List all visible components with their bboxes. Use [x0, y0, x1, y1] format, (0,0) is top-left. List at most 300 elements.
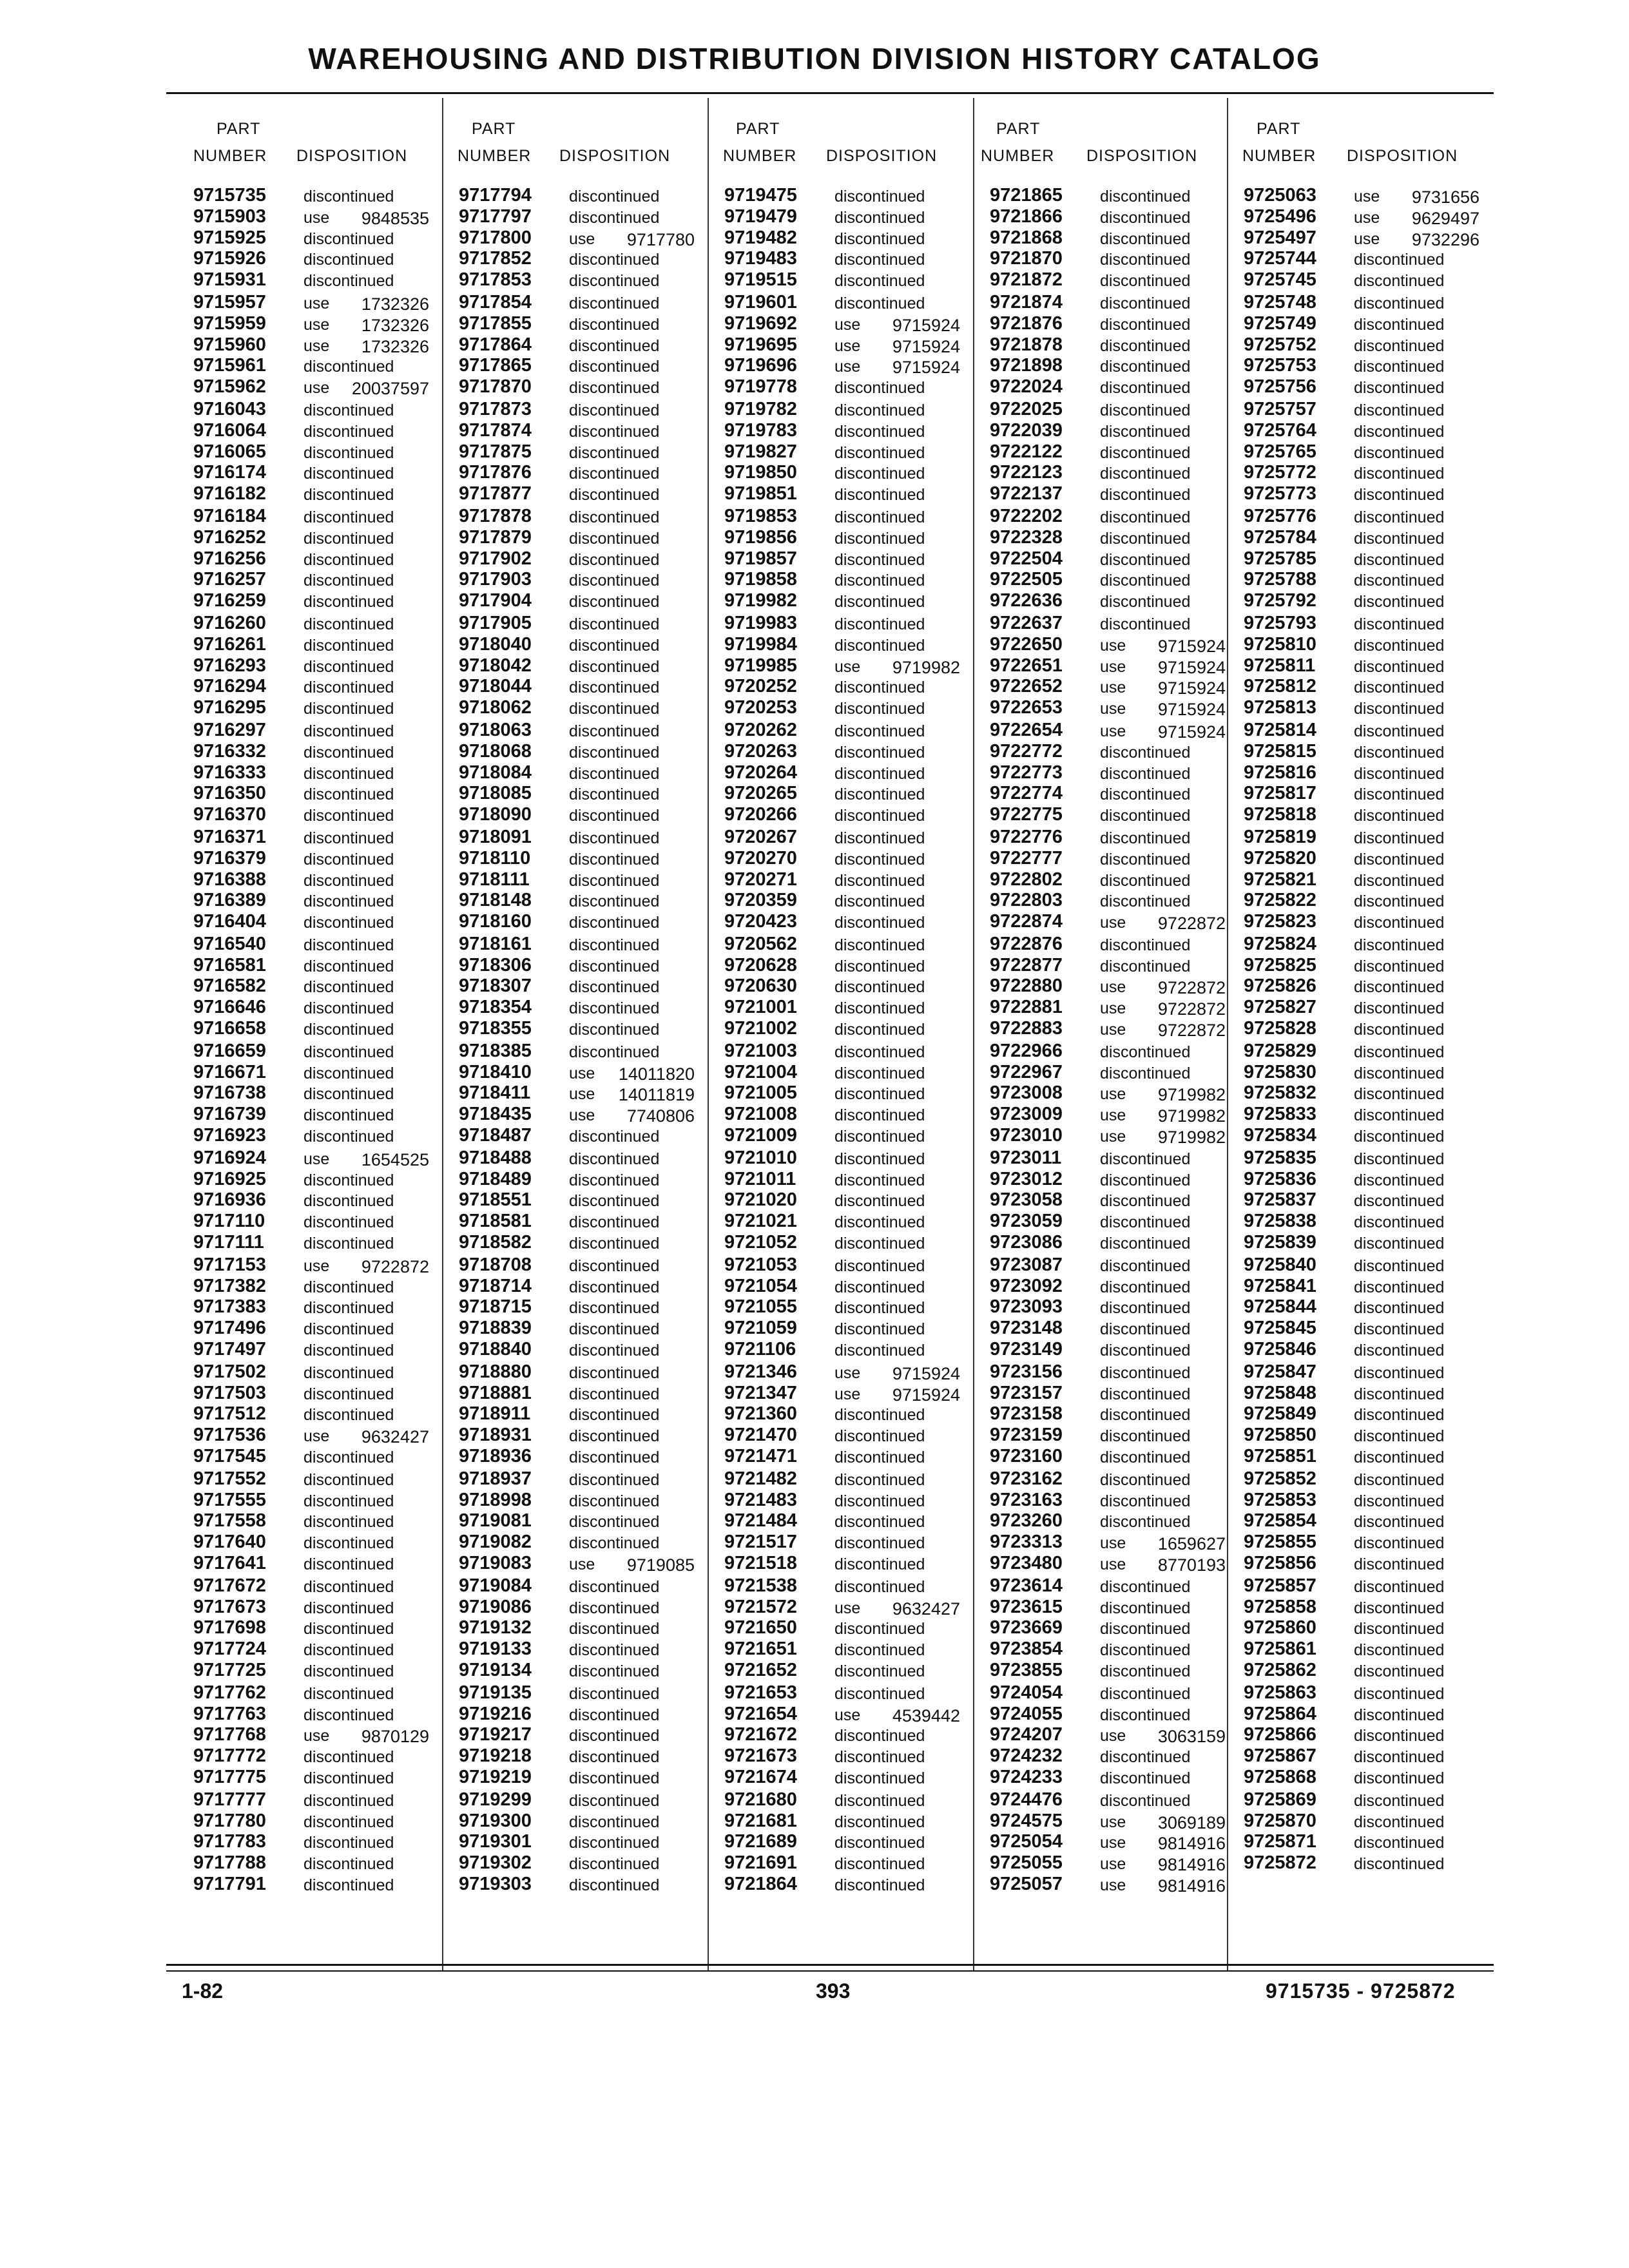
- disposition: discontinued: [1354, 1427, 1445, 1446]
- disposition-label: DISPOSITION: [559, 147, 671, 165]
- part-number: 9717864: [459, 334, 532, 355]
- disposition: [1100, 1106, 1226, 1125]
- disposition: discontinued: [834, 593, 925, 611]
- disposition: discontinued: [1354, 1791, 1445, 1810]
- disposition: discontinued: [1354, 1727, 1445, 1745]
- disposition: discontinued: [304, 1855, 394, 1874]
- disposition: discontinued: [1354, 1385, 1445, 1403]
- disposition: discontinued: [569, 379, 660, 398]
- part-number: 9720265: [724, 783, 797, 804]
- part-number: 9723009: [990, 1104, 1063, 1125]
- part-number: 9722504: [990, 548, 1063, 569]
- disposition: discontinued: [304, 1064, 394, 1082]
- part-number: 9725862: [1244, 1659, 1316, 1680]
- replacement-part: 14011819: [618, 1085, 695, 1105]
- disposition: discontinued: [304, 187, 394, 206]
- disposition: discontinued: [569, 1427, 660, 1446]
- disposition: discontinued: [569, 1341, 660, 1360]
- disposition: discontinued: [1354, 914, 1445, 932]
- disposition: discontinued: [304, 1555, 394, 1573]
- disposition: discontinued: [1354, 892, 1445, 911]
- part-number: 9716261: [193, 633, 266, 655]
- part-number: 9719084: [459, 1575, 532, 1596]
- disposition: discontinued: [1100, 1192, 1191, 1211]
- part-number: 9721053: [724, 1254, 797, 1275]
- part-number: 9725836: [1244, 1168, 1316, 1189]
- disposition: discontinued: [834, 379, 925, 398]
- disposition: discontinued: [569, 636, 660, 655]
- disposition: discontinued: [1100, 850, 1191, 869]
- part-label: PART: [472, 120, 516, 138]
- part-number: 9722654: [990, 719, 1063, 740]
- part-number: 9723157: [990, 1382, 1063, 1403]
- disposition: [304, 294, 429, 313]
- part-number: 9716065: [193, 441, 266, 462]
- disposition: [834, 358, 960, 376]
- disposition: discontinued: [834, 272, 925, 291]
- part-number: 9725851: [1244, 1446, 1316, 1467]
- part-number: 9718090: [459, 804, 532, 825]
- disposition: discontinued: [569, 1256, 660, 1275]
- disposition: discontinued: [304, 529, 394, 548]
- disposition-label: DISPOSITION: [296, 147, 408, 165]
- disposition: discontinued: [1354, 1128, 1445, 1146]
- use-label: use: [304, 1149, 330, 1168]
- disposition: discontinued: [304, 1341, 394, 1360]
- disposition: [1100, 1813, 1226, 1832]
- part-number: 9717852: [459, 248, 532, 269]
- disposition: discontinued: [1354, 251, 1445, 269]
- part-number: 9725753: [1244, 355, 1316, 376]
- part-number: 9718840: [459, 1339, 532, 1360]
- disposition: discontinued: [1354, 807, 1445, 825]
- use-label: use: [569, 229, 595, 248]
- part-number: 9719982: [724, 590, 797, 611]
- use-label: use: [834, 1363, 861, 1382]
- disposition: discontinued: [1354, 1620, 1445, 1639]
- part-number: 9725853: [1244, 1489, 1316, 1510]
- disposition: [1354, 187, 1480, 206]
- part-number: 9725057: [990, 1873, 1063, 1894]
- part-number: 9722777: [990, 847, 1063, 869]
- disposition: discontinued: [304, 1043, 394, 1061]
- disposition: discontinued: [1354, 1599, 1445, 1617]
- disposition: [1100, 1876, 1226, 1895]
- part-number: 9723093: [990, 1296, 1063, 1318]
- disposition: [569, 230, 695, 249]
- disposition: discontinued: [1354, 1341, 1445, 1360]
- part-number: 9716581: [193, 954, 266, 975]
- number-label: NUMBER: [981, 147, 1055, 165]
- use-label: use: [304, 379, 330, 398]
- part-number: 9716659: [193, 1040, 266, 1061]
- part-number: 9718487: [459, 1125, 532, 1146]
- part-number: 9719081: [459, 1510, 532, 1532]
- part-number: 9721360: [724, 1403, 797, 1425]
- use-label: use: [1100, 1876, 1126, 1894]
- part-number: 9722966: [990, 1040, 1063, 1061]
- disposition: [834, 658, 960, 677]
- disposition: discontinued: [1354, 1149, 1445, 1168]
- disposition: [304, 379, 429, 398]
- disposition: discontinued: [569, 251, 660, 269]
- disposition: discontinued: [304, 1171, 394, 1189]
- part-number: 9725793: [1244, 612, 1316, 633]
- replacement-part: 9715924: [1157, 700, 1226, 720]
- part-number: 9719132: [459, 1617, 532, 1639]
- part-number: 9725838: [1244, 1211, 1316, 1232]
- disposition: discontinued: [1100, 1149, 1191, 1168]
- disposition: discontinued: [1354, 1662, 1445, 1680]
- part-number: 9720266: [724, 804, 797, 825]
- part-number: 9719086: [459, 1596, 532, 1617]
- disposition: discontinued: [1100, 208, 1191, 227]
- disposition: discontinued: [1100, 1256, 1191, 1275]
- part-number: 9719218: [459, 1745, 532, 1767]
- part-number: 9721674: [724, 1766, 797, 1787]
- disposition: discontinued: [1354, 1834, 1445, 1852]
- disposition: discontinued: [1354, 443, 1445, 462]
- part-number: 9725861: [1244, 1639, 1316, 1660]
- part-number: 9717783: [193, 1831, 266, 1852]
- disposition: discontinued: [569, 914, 660, 932]
- disposition: discontinued: [1354, 636, 1445, 655]
- part-number: 9716738: [193, 1082, 266, 1104]
- part-number: 9718110: [459, 847, 531, 869]
- part-number: 9718551: [459, 1189, 532, 1211]
- part-number: 9716739: [193, 1104, 266, 1125]
- disposition: discontinued: [569, 1855, 660, 1874]
- disposition: [834, 316, 960, 334]
- part-number: 9725784: [1244, 526, 1316, 548]
- replacement-part: 14011820: [618, 1064, 695, 1084]
- disposition: discontinued: [1354, 1555, 1445, 1573]
- disposition: discontinued: [1354, 700, 1445, 718]
- catalog-column-4: [973, 98, 1239, 1896]
- part-number: 9718998: [459, 1489, 532, 1510]
- disposition: discontinued: [834, 1278, 925, 1296]
- part-number: 9716924: [193, 1147, 266, 1168]
- part-number: 9725824: [1244, 933, 1316, 954]
- part-number: 9723615: [990, 1596, 1063, 1617]
- disposition: discontinued: [1354, 999, 1445, 1018]
- disposition: discontinued: [834, 508, 925, 526]
- disposition: discontinued: [304, 1748, 394, 1767]
- part-number: 9721898: [990, 355, 1063, 376]
- part-number: 9722876: [990, 933, 1063, 954]
- disposition: discontinued: [304, 1385, 394, 1403]
- disposition: discontinued: [834, 1448, 925, 1467]
- part-number: 9722025: [990, 398, 1063, 419]
- replacement-part: 8770193: [1157, 1555, 1226, 1575]
- disposition: discontinued: [569, 1791, 660, 1810]
- disposition: discontinued: [834, 829, 925, 847]
- part-number: 9721870: [990, 248, 1063, 269]
- disposition: discontinued: [834, 892, 925, 911]
- part-number: 9725848: [1244, 1382, 1316, 1403]
- part-number: 9718582: [459, 1232, 532, 1253]
- part-number: 9717877: [459, 483, 532, 505]
- disposition: discontinued: [569, 486, 660, 505]
- disposition: discontinued: [1354, 1855, 1445, 1874]
- part-number: 9720271: [724, 869, 797, 890]
- part-number: 9721106: [724, 1339, 796, 1360]
- disposition: discontinued: [1354, 1406, 1445, 1425]
- part-number: 9720263: [724, 740, 797, 762]
- use-label: use: [1100, 636, 1126, 655]
- part-number: 9715903: [193, 206, 266, 227]
- disposition: discontinued: [304, 978, 394, 997]
- replacement-part: 9715924: [1157, 636, 1226, 656]
- part-number: 9719219: [459, 1766, 532, 1787]
- part-number: 9725817: [1244, 783, 1316, 804]
- part-label: PART: [217, 120, 261, 138]
- disposition: discontinued: [304, 1620, 394, 1639]
- disposition: discontinued: [304, 1213, 394, 1232]
- part-number: 9725054: [990, 1831, 1063, 1852]
- part-number: 9719856: [724, 526, 797, 548]
- part-number: 9725847: [1244, 1361, 1316, 1382]
- part-number: 9716182: [193, 483, 266, 505]
- disposition: discontinued: [569, 978, 660, 997]
- part-number: 9721517: [724, 1532, 797, 1553]
- disposition: discontinued: [1100, 336, 1191, 355]
- part-number: 9721878: [990, 334, 1063, 355]
- disposition: discontinued: [569, 936, 660, 954]
- part-number: 9715957: [193, 291, 266, 312]
- disposition: discontinued: [834, 871, 925, 890]
- part-number: 9722883: [990, 1018, 1063, 1039]
- use-label: use: [1100, 1534, 1126, 1553]
- part-number: 9716389: [193, 890, 266, 911]
- disposition: discontinued: [304, 272, 394, 291]
- disposition: discontinued: [1354, 1684, 1445, 1703]
- part-number: 9720267: [724, 826, 797, 847]
- part-number: 9721868: [990, 227, 1063, 248]
- disposition: discontinued: [834, 615, 925, 633]
- replacement-part: 9715924: [892, 315, 960, 335]
- disposition: discontinued: [1100, 1492, 1191, 1510]
- part-number: 9721004: [724, 1061, 797, 1082]
- part-number: 9724232: [990, 1745, 1063, 1767]
- use-label: use: [1354, 229, 1380, 248]
- part-number: 9721021: [724, 1211, 797, 1232]
- part-label: PART: [1257, 120, 1301, 138]
- part-number: 9725776: [1244, 505, 1316, 526]
- disposition: discontinued: [1100, 1769, 1191, 1787]
- disposition: discontinued: [569, 336, 660, 355]
- use-label: use: [1100, 678, 1126, 697]
- number-label: NUMBER: [1242, 147, 1316, 165]
- disposition: discontinued: [834, 636, 925, 655]
- part-number: 9722652: [990, 676, 1063, 697]
- disposition: discontinued: [304, 829, 394, 847]
- disposition: [1100, 1085, 1226, 1104]
- part-number: 9717788: [193, 1852, 266, 1874]
- part-number: 9723614: [990, 1575, 1063, 1596]
- part-number: 9723854: [990, 1639, 1063, 1660]
- part-number: 9716646: [193, 997, 266, 1018]
- use-label: use: [834, 657, 861, 676]
- disposition: discontinued: [569, 1128, 660, 1146]
- part-number: 9717855: [459, 312, 532, 334]
- replacement-part: 9629497: [1411, 208, 1480, 228]
- part-number: 9718161: [459, 933, 532, 954]
- part-number: 9721864: [724, 1873, 797, 1894]
- disposition: discontinued: [1354, 593, 1445, 611]
- disposition: discontinued: [834, 999, 925, 1018]
- disposition: discontinued: [1354, 936, 1445, 954]
- use-label: use: [304, 208, 330, 227]
- part-number: 9718148: [459, 890, 532, 911]
- use-label: use: [834, 1599, 861, 1617]
- part-number: 9716294: [193, 676, 266, 697]
- disposition: discontinued: [1100, 1064, 1191, 1082]
- part-number: 9717879: [459, 526, 532, 548]
- part-number: 9718937: [459, 1468, 532, 1489]
- part-number: 9717111: [193, 1232, 264, 1253]
- disposition: discontinued: [304, 1599, 394, 1617]
- part-number: 9718084: [459, 762, 532, 783]
- part-number: 9725864: [1244, 1703, 1316, 1724]
- disposition: discontinued: [1354, 1577, 1445, 1596]
- column-header: [973, 98, 1239, 195]
- part-number: 9718714: [459, 1275, 532, 1296]
- disposition: discontinued: [304, 957, 394, 975]
- disposition: discontinued: [834, 1791, 925, 1810]
- disposition: discontinued: [1100, 187, 1191, 206]
- disposition: discontinued: [569, 1577, 660, 1596]
- disposition: discontinued: [304, 657, 394, 676]
- part-number: 9719857: [724, 548, 797, 569]
- disposition: discontinued: [569, 1149, 660, 1168]
- part-number: 9719135: [459, 1682, 532, 1703]
- part-number: 9718068: [459, 740, 532, 762]
- part-number: 9717558: [193, 1510, 266, 1532]
- part-number: 9725821: [1244, 869, 1316, 890]
- part-number: 9721003: [724, 1040, 797, 1061]
- part-number: 9721865: [990, 185, 1063, 206]
- part-number: 9725819: [1244, 826, 1316, 847]
- use-label: use: [569, 1106, 595, 1125]
- disposition: discontinued: [834, 764, 925, 783]
- disposition: discontinued: [569, 1021, 660, 1039]
- part-number: 9716256: [193, 548, 266, 569]
- part-number: 9718708: [459, 1254, 532, 1275]
- use-label: use: [834, 315, 861, 334]
- part-number: 9724055: [990, 1703, 1063, 1724]
- use-label: use: [1100, 1727, 1126, 1745]
- disposition: [1100, 1727, 1226, 1745]
- disposition: discontinued: [304, 892, 394, 911]
- disposition: discontinued: [1100, 615, 1191, 633]
- disposition: discontinued: [569, 807, 660, 825]
- disposition: discontinued: [1354, 1513, 1445, 1532]
- part-number: 9723010: [990, 1125, 1063, 1146]
- disposition: discontinued: [1354, 957, 1445, 975]
- disposition: discontinued: [304, 722, 394, 740]
- part-number: 9725785: [1244, 548, 1316, 569]
- disposition: discontinued: [1100, 743, 1191, 762]
- disposition: discontinued: [1100, 1684, 1191, 1703]
- disposition: discontinued: [1100, 1320, 1191, 1339]
- part-number: 9719301: [459, 1831, 532, 1852]
- number-label: NUMBER: [723, 147, 797, 165]
- disposition: discontinued: [569, 1235, 660, 1253]
- disposition: discontinued: [834, 1235, 925, 1253]
- part-number: 9723160: [990, 1446, 1063, 1467]
- part-number: 9725854: [1244, 1510, 1316, 1532]
- disposition: [1354, 209, 1480, 227]
- replacement-part: 9715924: [892, 358, 960, 378]
- disposition: discontinued: [1354, 294, 1445, 312]
- part-number: 9722775: [990, 804, 1063, 825]
- part-number: 9718044: [459, 676, 532, 697]
- disposition: discontinued: [1100, 401, 1191, 419]
- part-number: 9717536: [193, 1425, 266, 1446]
- part-number: 9725752: [1244, 334, 1316, 355]
- disposition: discontinued: [1354, 336, 1445, 355]
- part-number: 9717853: [459, 269, 532, 291]
- disposition: discontinued: [834, 187, 925, 206]
- disposition: [1354, 230, 1480, 249]
- disposition: discontinued: [834, 1492, 925, 1510]
- disposition: discontinued: [569, 1769, 660, 1787]
- part-number: 9719133: [459, 1639, 532, 1660]
- disposition: [304, 1727, 429, 1745]
- use-label: use: [304, 294, 330, 312]
- part-number: 9722636: [990, 590, 1063, 611]
- part-number: 9721874: [990, 291, 1063, 312]
- use-label: use: [1100, 1106, 1126, 1125]
- part-number: 9718839: [459, 1318, 532, 1339]
- replacement-part: 9814916: [1157, 1834, 1226, 1854]
- disposition: discontinued: [1354, 850, 1445, 869]
- replacement-part: 1732326: [361, 294, 429, 314]
- use-label: use: [1100, 657, 1126, 676]
- disposition: discontinued: [834, 465, 925, 483]
- part-number: 9718931: [459, 1425, 532, 1446]
- disposition: discontinued: [569, 1641, 660, 1660]
- use-label: use: [304, 336, 330, 355]
- part-number: 9725756: [1244, 376, 1316, 398]
- part-number: 9721020: [724, 1189, 797, 1211]
- disposition: discontinued: [569, 1278, 660, 1296]
- disposition: discontinued: [569, 1620, 660, 1639]
- disposition: discontinued: [834, 529, 925, 548]
- use-label: use: [1100, 700, 1126, 718]
- disposition: discontinued: [834, 978, 925, 997]
- part-number: 9725858: [1244, 1596, 1316, 1617]
- disposition: discontinued: [834, 208, 925, 227]
- disposition: discontinued: [834, 1662, 925, 1680]
- part-number: 9717383: [193, 1296, 266, 1318]
- part-number: 9721651: [724, 1639, 797, 1660]
- disposition: discontinued: [834, 1299, 925, 1318]
- disposition: [834, 1706, 960, 1725]
- header-rule: [166, 92, 1494, 94]
- part-number: 9720630: [724, 975, 797, 997]
- disposition: discontinued: [1100, 1513, 1191, 1532]
- part-number: 9725850: [1244, 1425, 1316, 1446]
- part-number: 9719696: [724, 355, 797, 376]
- disposition: [834, 1364, 960, 1383]
- disposition: discontinued: [834, 1577, 925, 1596]
- part-number: 9716043: [193, 398, 266, 419]
- part-number: 9715735: [193, 185, 266, 206]
- part-number: 9717873: [459, 398, 532, 419]
- part-number: 9721059: [724, 1318, 797, 1339]
